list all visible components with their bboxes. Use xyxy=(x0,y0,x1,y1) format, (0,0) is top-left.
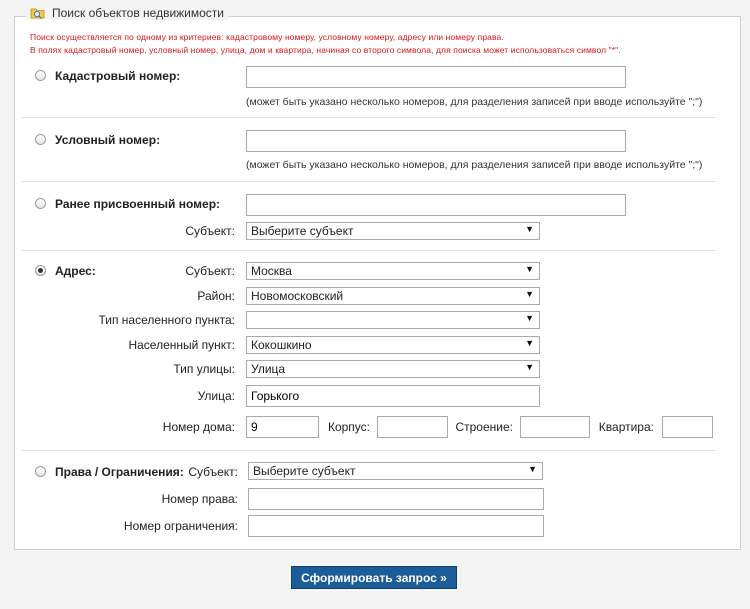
chevron-down-icon: ▼ xyxy=(525,362,534,372)
structure-input[interactable] xyxy=(520,416,590,438)
folder-search-icon xyxy=(30,6,46,20)
divider xyxy=(22,181,716,182)
select-value: Новомосковский xyxy=(251,289,344,303)
district-select[interactable] xyxy=(246,287,540,305)
settlement-label: Населенный пункт: xyxy=(128,338,235,352)
settlement-type-label: Тип населенного пункта: xyxy=(98,313,235,327)
notice-line-1: Поиск осуществляется по одному из критериев: кадастровому номеру, условному номеру, адресу или номеру права. xyxy=(30,32,504,42)
divider xyxy=(22,250,716,251)
settlement-select[interactable] xyxy=(246,336,540,354)
select-value: Улица xyxy=(251,362,286,376)
previous-subject-label: Субъект: xyxy=(185,224,235,238)
conditional-hint: (может быть указано несколько номеров, для разделения записей при вводе используйте ";") xyxy=(246,159,703,171)
address-subject-select[interactable] xyxy=(246,262,540,280)
divider xyxy=(22,117,716,118)
select-value: Выберите субъект xyxy=(253,464,356,478)
apartment-input[interactable] xyxy=(662,416,713,438)
street-label: Улица: xyxy=(197,389,235,403)
previous-number-radio[interactable] xyxy=(35,198,46,209)
chevron-down-icon: ▼ xyxy=(525,224,534,234)
select-value: Москва xyxy=(251,264,292,278)
previous-number-label: Ранее присвоенный номер: xyxy=(55,197,221,211)
select-value: Кокошкино xyxy=(251,338,312,352)
legend-title: Поиск объектов недвижимости xyxy=(52,6,225,20)
cadastral-label: Кадастровый номер: xyxy=(55,69,181,83)
district-label: Район: xyxy=(197,289,235,303)
address-subject-label: Субъект: xyxy=(185,264,235,278)
chevron-down-icon: ▼ xyxy=(525,338,534,348)
conditional-input[interactable] xyxy=(246,130,626,152)
restriction-number-label: Номер ограничения: xyxy=(123,519,238,533)
house-number-label: Номер дома: xyxy=(162,420,235,434)
restriction-number-input[interactable] xyxy=(248,515,544,537)
building-label: Корпус: xyxy=(327,420,370,434)
settlement-type-select[interactable] xyxy=(246,311,540,329)
cadastral-hint: (может быть указано несколько номеров, для разделения записей при вводе используйте ";") xyxy=(246,96,703,108)
fieldset-legend xyxy=(26,6,228,20)
address-radio[interactable] xyxy=(35,265,46,276)
divider xyxy=(22,450,716,451)
previous-number-input[interactable] xyxy=(246,194,626,216)
address-label: Адрес: xyxy=(55,264,96,278)
building-input[interactable] xyxy=(377,416,448,438)
street-type-select[interactable] xyxy=(246,360,540,378)
rights-subject-label: Субъект: xyxy=(188,465,238,479)
street-input[interactable] xyxy=(246,385,540,407)
house-number-input[interactable] xyxy=(246,416,319,438)
submit-request-button[interactable]: Сформировать запрос » xyxy=(291,566,457,589)
right-number-label: Номер права: xyxy=(161,492,238,506)
cadastral-radio[interactable] xyxy=(35,70,46,81)
conditional-radio[interactable] xyxy=(35,134,46,145)
previous-subject-select[interactable] xyxy=(246,222,540,240)
chevron-down-icon: ▼ xyxy=(525,313,534,323)
apartment-label: Квартира: xyxy=(598,420,654,434)
rights-label: Права / Ограничения: xyxy=(55,465,184,479)
chevron-down-icon: ▼ xyxy=(525,264,534,274)
notice-line-2: В полях кадастровый номер, условный номер, улица, дом и квартира, начиная со второго символа, для поиска может использоваться символ "*". xyxy=(30,45,621,55)
right-number-input[interactable] xyxy=(248,488,544,510)
chevron-down-icon: ▼ xyxy=(525,289,534,299)
cadastral-input[interactable] xyxy=(246,66,626,88)
select-value: Выберите субъект xyxy=(251,224,354,238)
chevron-down-icon: ▼ xyxy=(528,464,537,474)
conditional-label: Условный номер: xyxy=(55,133,161,147)
structure-label: Строение: xyxy=(455,420,513,434)
rights-subject-select[interactable] xyxy=(248,462,543,480)
rights-radio[interactable] xyxy=(35,466,46,477)
street-type-label: Тип улицы: xyxy=(173,362,235,376)
